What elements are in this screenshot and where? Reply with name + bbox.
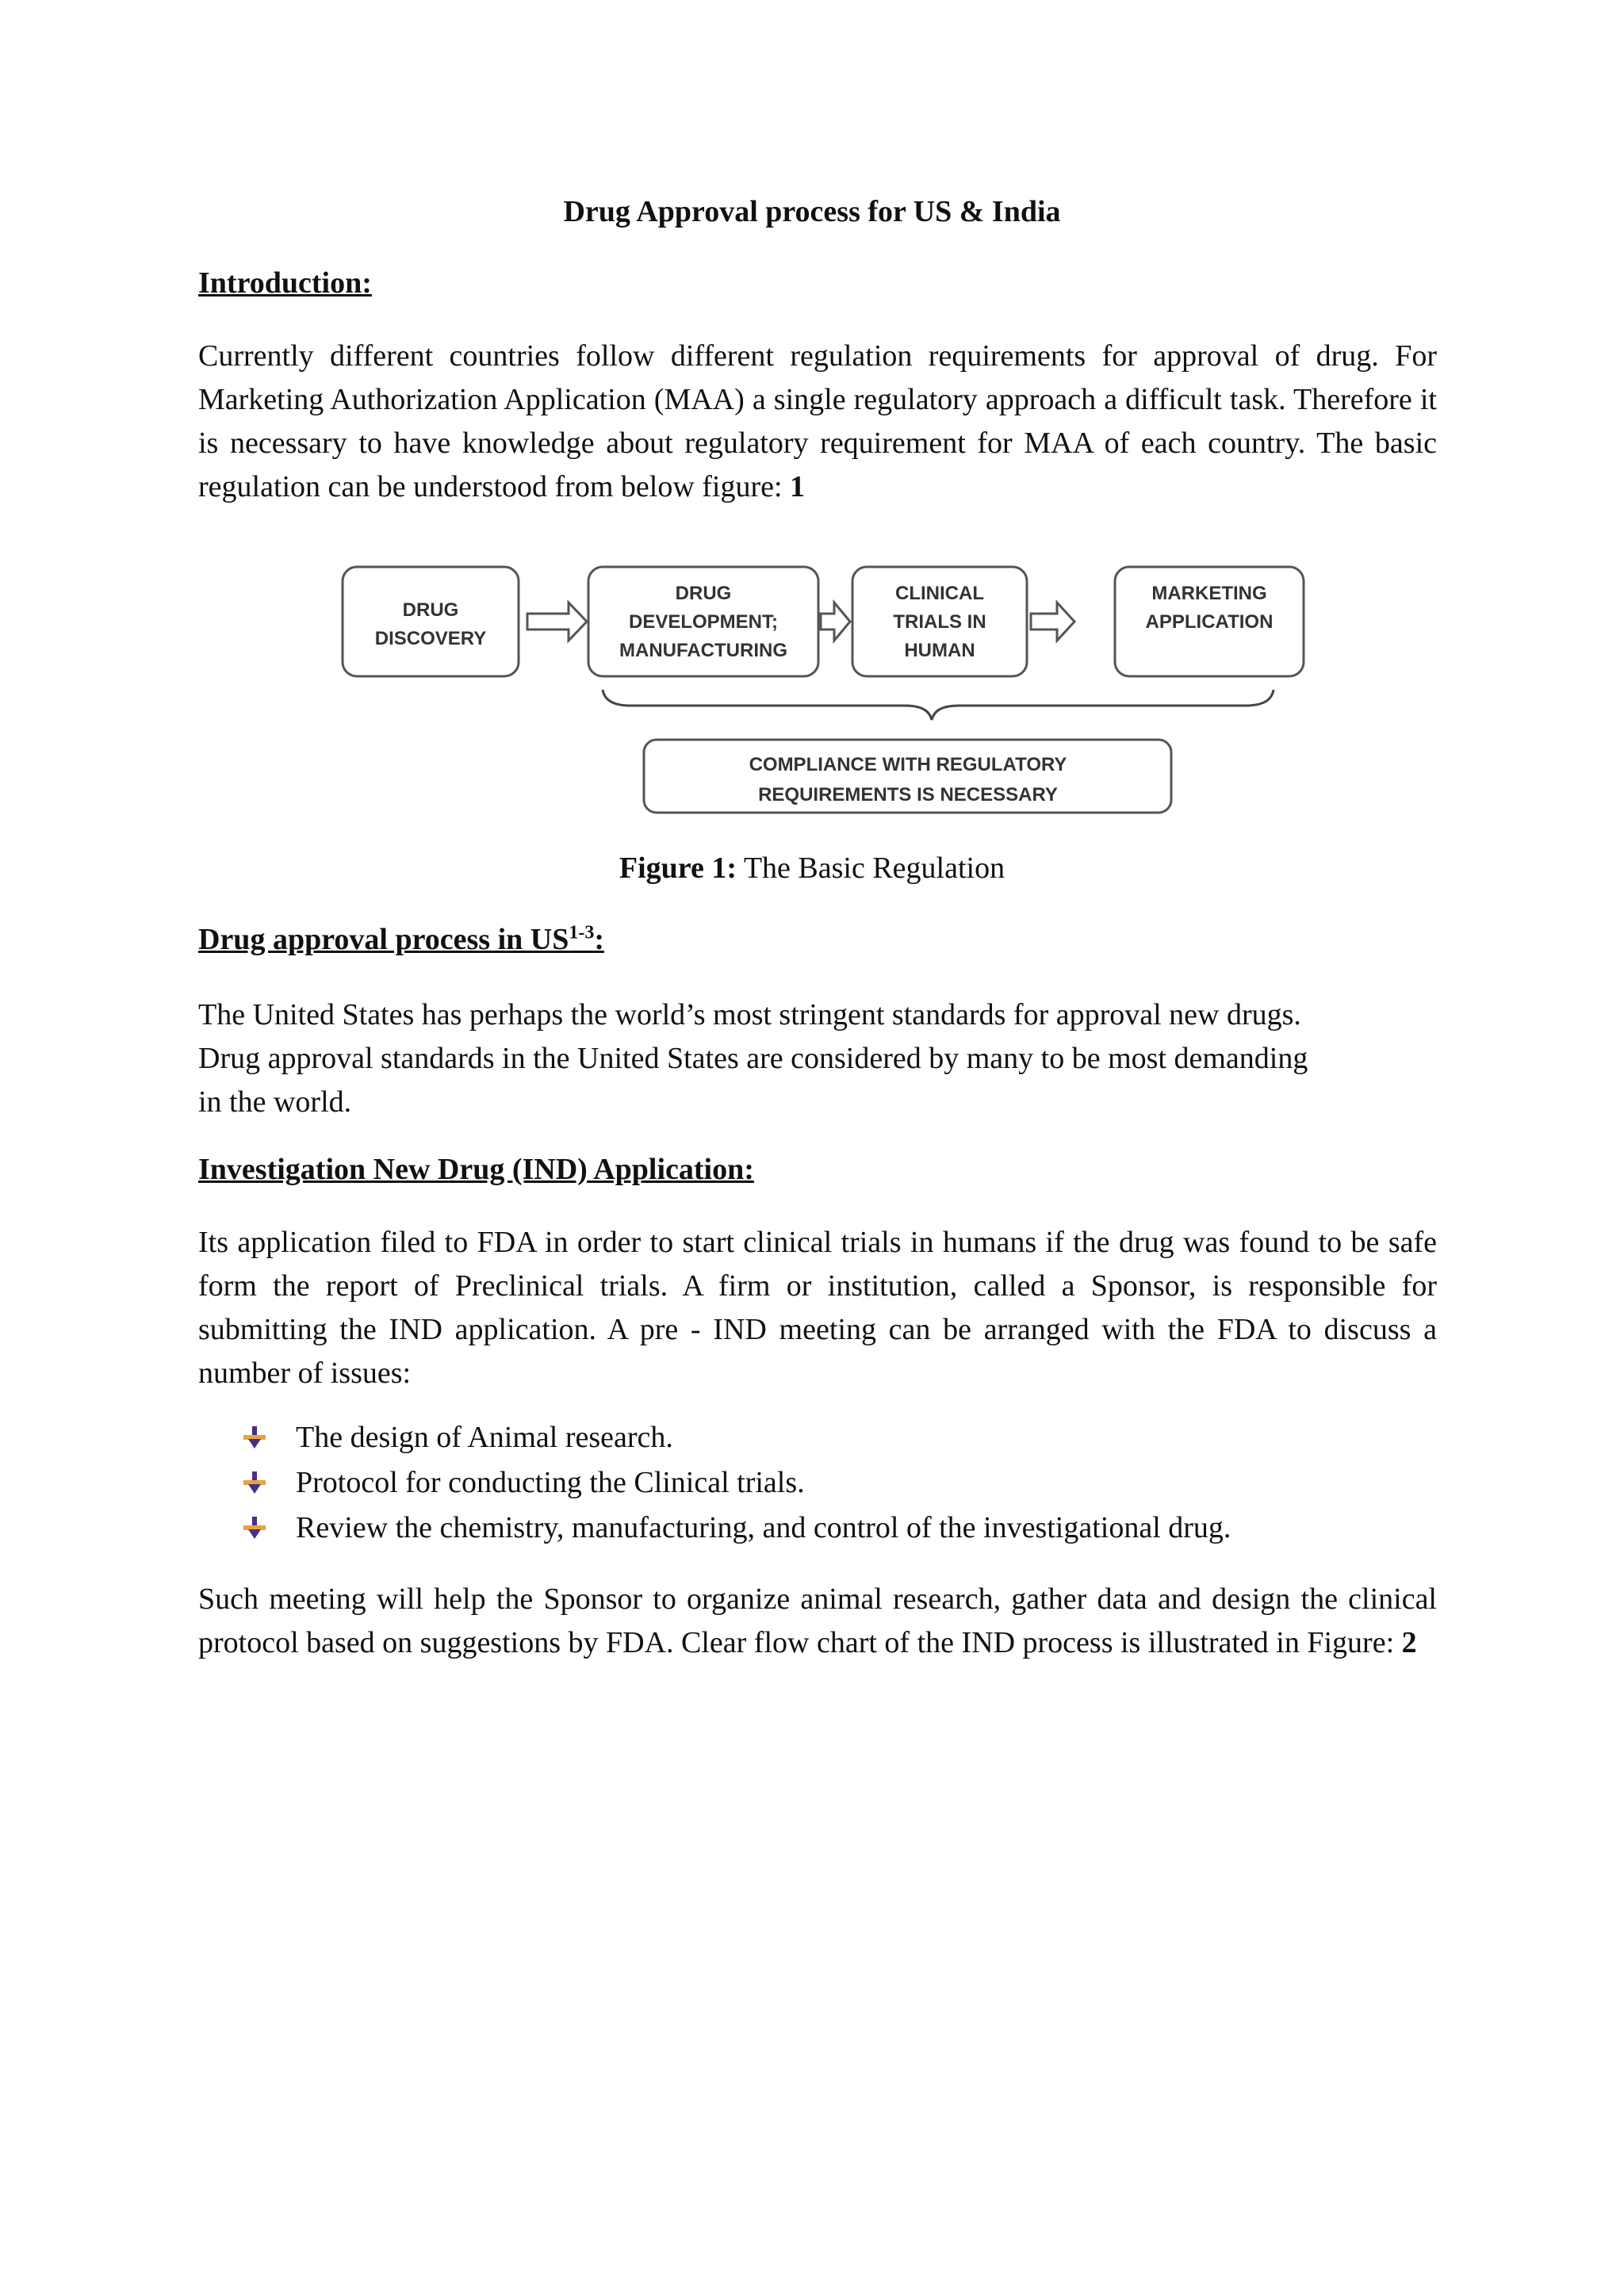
box4-line2: APPLICATION: [1145, 611, 1274, 633]
arrow-icon: [527, 603, 587, 641]
intro-paragraph: [198, 335, 1437, 509]
bullet-text: Protocol for conducting the Clinical trials.: [296, 1466, 805, 1499]
box3-line1: CLINICAL: [895, 583, 984, 604]
closing-paragraph-text: Such meeting will help the Sponsor to organize animal research, gather data and design the clinical protocol based on suggestions by FDA. Clear flow chart of the IND process is illustrated in Figure:: [198, 1582, 1437, 1659]
box1-line2: DISCOVERY: [374, 628, 487, 649]
us-heading-text: Drug approval process in US: [198, 923, 569, 956]
intro-heading: Introduction:: [198, 266, 372, 300]
arrow-down-bullet-icon: [242, 1470, 267, 1495]
arrow-down-bullet-icon: [242, 1515, 267, 1540]
us-paragraph-line: in the world.: [198, 1085, 352, 1119]
list-item: [242, 1460, 1231, 1506]
ind-heading: Investigation New Drug (IND) Application:: [198, 1153, 754, 1186]
box2-line3: MANUFACTURING: [619, 640, 787, 661]
brace-icon: [603, 690, 1274, 720]
closing-figure-ref: 2: [1401, 1626, 1417, 1659]
compliance-line2: REQUIREMENTS IS NECESSARY: [758, 784, 1058, 806]
arrow-down-bullet-icon: [242, 1425, 267, 1450]
compliance-line1: COMPLIANCE WITH REGULATORY: [749, 754, 1067, 775]
figure1-caption-text: The Basic Regulation: [743, 851, 1005, 885]
us-paragraph: [198, 993, 1437, 1124]
us-heading: [198, 922, 604, 957]
intro-figure-ref: 1: [790, 470, 806, 503]
list-item: [242, 1506, 1231, 1551]
us-heading-colon: :: [594, 923, 604, 956]
list-item: [242, 1415, 1231, 1460]
box1-line1: DRUG: [402, 599, 459, 621]
intro-paragraph-text: Currently different countries follow different regulation requirements for approval of drug. For Marketing Authorization Application (MAA) a single regulatory approach a difficult task. Therefore it is necessary to have knowledge about regulatory requirement for MAA of each country. The basic regulation can be understood from below figure:: [198, 339, 1437, 503]
arrow-icon: [821, 603, 850, 641]
us-heading-ref: 1-3: [569, 922, 595, 943]
box3-line3: HUMAN: [904, 640, 975, 661]
ind-issues-list: [242, 1415, 1231, 1551]
box2-line1: DRUG: [675, 583, 732, 604]
us-paragraph-line: Drug approval standards in the United States are considered by many to be most demanding: [198, 1042, 1308, 1075]
box-drug-discovery: [343, 567, 519, 676]
bullet-text: The design of Animal research.: [296, 1421, 673, 1454]
closing-paragraph: [198, 1578, 1437, 1665]
figure1-caption-label: Figure 1:: [619, 851, 737, 885]
figure1-caption: [0, 851, 1624, 886]
box2-line2: DEVELOPMENT;: [628, 611, 779, 633]
page-title: Drug Approval process for US & India: [563, 195, 1061, 228]
arrow-icon: [1031, 603, 1074, 641]
box4-line1: MARKETING: [1151, 583, 1267, 604]
bullet-text: Review the chemistry, manufacturing, and control of the investigational drug.: [296, 1511, 1231, 1544]
basic-regulation-diagram: [333, 555, 1324, 825]
box3-line2: TRIALS IN: [893, 611, 986, 633]
ind-paragraph: Its application filed to FDA in order to start clinical trials in humans if the drug was found to be safe form the report of Preclinical trials. A firm or institution, called a Sponsor, is responsible for submitting the IND application. A pre - IND meeting can be arranged with the FDA to discuss a number of issues:: [198, 1226, 1437, 1390]
us-paragraph-line: The United States has perhaps the world’s most stringent standards for approval new drugs.: [198, 998, 1301, 1031]
